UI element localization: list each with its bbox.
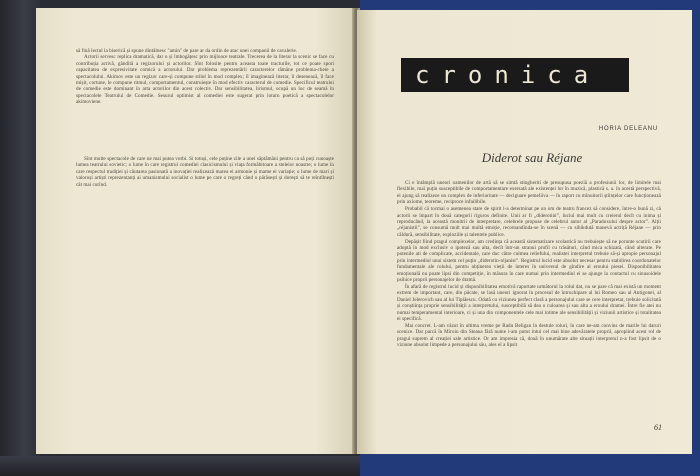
paragraph: să fină lectul la biserică și spune dintâlnesc "amin" de pare ar da ordin de atac unei companii de cavalerie.	[76, 48, 298, 54]
paragraph: În afară de registrul lucid și disponibilitatea emotivă raportate următorul la rolul dat, nu se pare că mai există un moment extrem de important, care, din păcate, se lasă uneori ignorat în procesul de întruchipare al lui Romeo sau al Antigonei, al Daniel Jelerovich sau al lui Tiplăescu. Odată cu viziunea perfect clară a personajului care se cere interpretat, trebuie solicitată și conștiința proprie sensibilității a interpretului, susceptibilă să dea o culoarea și sau alta a eroului dramei. Între fie atei nu numai temperamental interioare, ci și una din componentele cele mai intime ale sensibilității și viziunii artistice și totalitatea ei specifică.	[397, 284, 661, 323]
paragraph: Ci e întâmplă uneori oamenilor de artă să se simtă stingheriti de presupusa poeziă a profesiunii lor, de limitele mai flexibile, mai puțin susceptibile de comportamentare exersată ale existenței lor în muzică, plastică s. a. în acestă perspectivă, ei ajung să realizeze un complex de inferioritate — deciguare pemeliiva — în raport cu mînuitorii științelor care funcționează prin axiome, teoreme, reciproce infailibile.	[397, 180, 661, 206]
author-name: HORIA DELEANU	[598, 126, 658, 132]
paragraph: Probabil că tocmai o asemenea stare de spirit l-a determinat pe un om de teatru francez să considere, între-o bună zi, că actorii se împart în două categorii riguros definite. Unii ar fi „diderotini”, luciul mai mult cu creierul decît cu inima și reproducând, la această monitrii de interpretare, celebrele propuse de celebrul autor al „Paradoxului despre actor”. Alții „réjanistii”, se consumă mult mai multă emoție, recomandînda-se în scenă — cu sihikdută manevă actriță Réjane — prin căldură, sensibilitate, exploziile și talentele publice.	[397, 206, 661, 238]
left-text-block-2	[76, 156, 334, 188]
page-number: 61	[654, 423, 662, 432]
article-title: Diderot sau Réjane	[481, 150, 583, 165]
left-page	[36, 8, 354, 454]
left-text-block-1	[76, 48, 334, 106]
book-cover-left	[0, 0, 40, 476]
paragraph: Actorii servesc replica dramatică, dar o și îmbogățesc prin mijloace teatrale. Trecerea de la literar la scenic se face cu contribuția activă, gândită a regizorului și actorilor. Sînt folosite pentru aceasta toate tracturile, tot ce poate spori capacitatea de expresivitate comică a actorului. Dar problema reprezentării caracterelor rămâne problema-cheie a spectacolului. Akimov este un regizor care-și compune stilul în mod complex; îl imaginează literar, îl desenează, îl face mișit, cortune, le compune ritmul, comportamentul, construiește în mod efectiv caracterul de comedie. Specificul teatrului de comedie este dominant în arta actorilor din acest colectiv. Dar sensibilitatea, lirismul, ocupă un loc de seamă în spectacolele Teatrului de Comedie. Sesurul optimist al comediei este sugerat prin loturn poetică a spectacolelor akimoviene.	[76, 54, 334, 106]
paragraph: Depășit fiind pragul complexelor, am credința că această sistematizare scolastică nu trebuiește să ne porunte scutirii care adoptă în mod exclusiv o ipoteză sau alta, decît într-un stranui profil cu trăsături, când mica schizată, când alterate. Pe potenile ati de complicate, accidentale, care duc către culmea reliefului, realistei interpretul trebuie să-și apropie personajul prin intermediul unui sistem cel puțin „diderotin-réjanist”. Registrul lucid este absolut necesar pentru stabilirea coordonatelor fundamentale ale rolului, pentru obținerea vieții de interes în universul de gîndire al eroului piesei. Disponibilitatea emoțională nu poate lipsi din competiție, în măsura în care numai prin intermediul ei se ajunge la contactul cu sinusoidele psihice proprii personajelor de dramă.	[397, 238, 661, 284]
paragraph: Mai concret. L-am văzut în ultima vreme pe Radu Beligan în destule roluri, în care ne-am convins de marile lui daruri scenice. Dar parcă în Miroiu din Steaua fără nume i-am putut intui cel mai bine adevăratele proprii, apropiind acest rol de pragul suprem al creației sale artistice. Or am impresia că, două în unumărate alte situații interpretul n-a fost lipsit de o viziune absolut limpede a personajului său, ales el a lipsit	[397, 322, 661, 349]
section-banner: cronica	[401, 58, 629, 92]
paragraph: Sînt multe spectacole de care ne mai putea vorbi. Si totuși, cele puține zile a unei săptămâni pentru ca să poți cunoaște lumea teatrului sovietic; o lume în care registrul comediei clasicismului și viața formăbitoare a stelelor noastre; o lume în care respectul tradiției și căutarea pasionată a inovației realizează marea ei armonie și mame ei variație; o lume de mari și valoroși artiști reprezentanți ai umanismului socialist o lume pe care o regreți când o părăsești și dorești să te reîntîlnești cât mai curînd.	[76, 156, 334, 188]
article-body	[397, 180, 661, 349]
right-page	[357, 10, 692, 454]
